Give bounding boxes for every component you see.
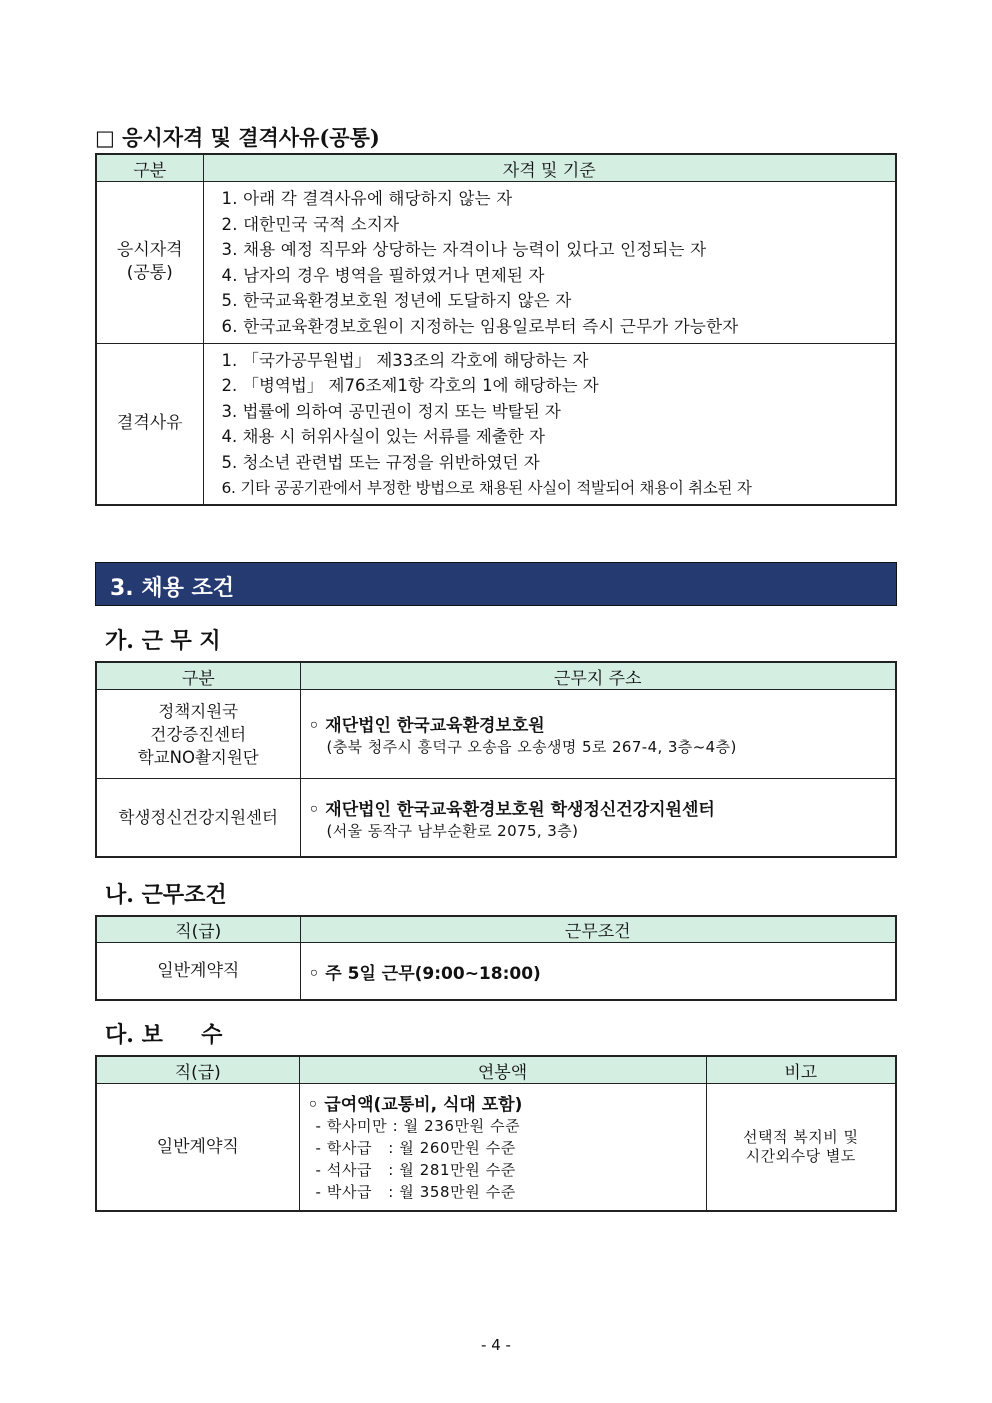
grade-cell: 일반계약직 (96, 1084, 299, 1212)
criteria-list (203, 343, 896, 505)
subsection-title-workplace: 가. 근 무 지 (105, 628, 221, 654)
column-header: 구분 (96, 154, 203, 182)
category-cell: 응시자격 (공통) (96, 182, 203, 344)
salary-table (95, 1055, 897, 1212)
table-row (96, 690, 896, 779)
subsection-title-conditions: 나. 근무조건 (105, 882, 227, 908)
column-header: 구분 (96, 662, 300, 690)
category-cell: 결격사유 (96, 343, 203, 505)
address-text: (서울 동작구 남부순환로 2075, 3층) (326, 821, 579, 840)
column-header: 근무조건 (300, 916, 896, 943)
conditions-table (95, 915, 897, 1001)
subsection-title-salary: 다. 보 수 (105, 1022, 223, 1048)
list-item: 3. 법률에 의하여 공민권이 정지 또는 박탈된 자 (221, 401, 561, 421)
org-name: ◦ 재단법인 한국교육환경보호원 (308, 716, 545, 736)
address-cell (300, 690, 896, 779)
list-item: 6. 기타 공공기관에서 부정한 방법으로 채용된 사실이 적발되어 채용이 취소된 자 (221, 478, 752, 497)
list-item: 1. 「국가공무원법」 제33조의 각호에 해당하는 자 (221, 350, 589, 370)
banner-title: 3. 채용 조건 (110, 576, 234, 601)
address-cell (300, 779, 896, 858)
list-item: 3. 채용 예정 직무와 상당하는 자격이나 능력이 있다고 인정되는 자 (221, 240, 707, 260)
column-header: 연봉액 (299, 1056, 706, 1084)
column-header: 근무지 주소 (300, 662, 896, 690)
grade-cell: 일반계약직 (96, 943, 300, 1001)
note-cell: 선택적 복지비 및 시간외수당 별도 (706, 1084, 896, 1212)
list-item: 1. 아래 각 결격사유에 해당하지 않는 자 (221, 189, 513, 208)
column-header: 자격 및 기준 (203, 154, 896, 182)
list-item: 6. 한국교육환경보호원이 지정하는 임용일로부터 즉시 근무가 가능한자 (221, 316, 739, 336)
condition-cell (300, 943, 896, 1001)
table-row (96, 343, 896, 505)
column-header: 직(급) (96, 916, 300, 943)
table-row (96, 1084, 896, 1212)
salary-item: - 학사급 : 월 260만원 수준 (315, 1139, 516, 1157)
list-item: 4. 남자의 경우 병역을 필하였거나 면제된 자 (221, 265, 545, 285)
org-name: ◦ 재단법인 한국교육환경보호원 학생정신건강지원센터 (308, 799, 715, 820)
section-banner (95, 562, 897, 606)
salary-cell (299, 1084, 706, 1212)
page-number: - 4 - (481, 1336, 511, 1354)
list-item: 4. 채용 시 허위사실이 있는 서류를 제출한 자 (221, 427, 545, 447)
column-header: 비고 (706, 1056, 896, 1084)
list-item: 2. 「병역법」 제76조제1항 각호의 1에 해당하는 자 (221, 376, 599, 396)
condition-text: ◦ 주 5일 근무(9:00~18:00) (308, 963, 541, 984)
salary-item: - 학사미만 : 월 236만원 수준 (315, 1117, 521, 1135)
list-item: 2. 대한민국 국적 소지자 (221, 214, 400, 234)
category-cell: 정책지원국 건강증진센터 학교NO촬지원단 (96, 690, 300, 779)
list-item: 5. 한국교육환경보호원 정년에 도달하지 않은 자 (221, 291, 572, 311)
criteria-list (203, 182, 896, 344)
salary-main: ◦ 급여액(교통비, 식대 포함) (307, 1095, 523, 1115)
address-text: (충북 청주시 흥덕구 오송읍 오송생명 5로 267-4, 3층~4층) (326, 738, 737, 756)
salary-item: - 박사급 : 월 358만원 수준 (315, 1183, 516, 1201)
salary-item: - 석사급 : 월 281만원 수준 (315, 1161, 516, 1179)
table-row (96, 182, 896, 344)
column-header: 직(급) (96, 1056, 299, 1084)
section-title-qualifications: □ 응시자격 및 결격사유(공통) (95, 125, 380, 150)
category-cell: 학생정신건강지원센터 (96, 779, 300, 858)
list-item: 5. 청소년 관련법 또는 규정을 위반하였던 자 (221, 452, 540, 472)
table-row (96, 943, 896, 1001)
table-row (96, 779, 896, 858)
workplace-table (95, 661, 897, 858)
qualifications-table (95, 153, 897, 506)
